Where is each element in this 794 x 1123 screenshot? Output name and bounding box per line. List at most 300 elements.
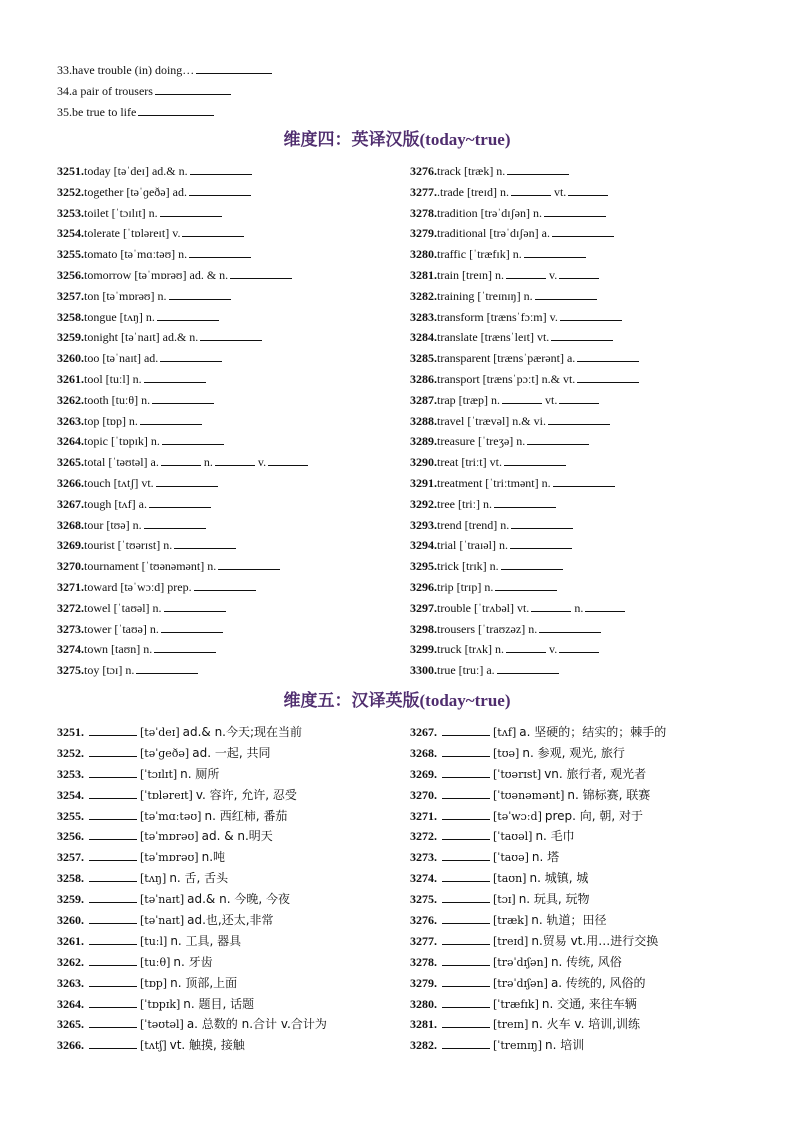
- phonetic: [təˈnaɪt]: [140, 914, 185, 928]
- answer-blank[interactable]: [230, 266, 292, 279]
- entry-text: toy [tɔɪ] n.: [84, 663, 135, 678]
- entry-number: 3273.: [410, 850, 437, 865]
- entry-number: 3266.: [57, 1038, 84, 1053]
- entry-text: tooth [tuːθ] n.: [84, 392, 151, 407]
- answer-blank[interactable]: [154, 640, 216, 653]
- answer-blank[interactable]: [164, 599, 226, 612]
- entry-text: treatment [ˈtriːtmənt] n.: [437, 475, 551, 490]
- answer-blank[interactable]: [552, 224, 614, 237]
- word-entry: [57, 660, 417, 681]
- word-entry: [57, 931, 417, 952]
- entry-number: 3268.: [410, 745, 437, 760]
- answer-blank[interactable]: [89, 744, 137, 757]
- answer-blank[interactable]: [524, 245, 586, 258]
- entry-number: 3265.: [57, 455, 84, 470]
- entry-number: 3251.: [57, 725, 84, 739]
- word-entry: [410, 473, 770, 494]
- answer-blank[interactable]: [442, 1015, 490, 1028]
- word-entry: [410, 223, 770, 244]
- answer-blank[interactable]: [149, 495, 211, 508]
- entry-number: 3278.: [410, 954, 437, 969]
- word-entry: [57, 910, 417, 931]
- phonetic: [ˈtʊərɪst]: [493, 767, 542, 781]
- answer-blank[interactable]: [511, 183, 551, 196]
- entry-number: 3263.: [57, 975, 84, 990]
- word-entry: [57, 431, 417, 452]
- answer-blank[interactable]: [510, 536, 572, 549]
- word-entry: [57, 286, 417, 307]
- entry-number: 3272.: [410, 829, 437, 844]
- entry-number: 3278.: [410, 205, 437, 220]
- definition: a. 坚硬的；结实的；棘手的: [519, 725, 667, 739]
- word-entry: [57, 722, 417, 743]
- phonetic: [tʌtʃ]: [140, 1039, 167, 1053]
- pos-label: vt.: [553, 184, 567, 199]
- word-entry: [57, 619, 417, 640]
- answer-blank[interactable]: [501, 557, 563, 570]
- entry-number: 3257.: [57, 288, 84, 303]
- section4-left-column: [57, 161, 417, 681]
- pos-label: v.: [548, 642, 558, 657]
- answer-blank[interactable]: [138, 103, 214, 116]
- entry-number: 3256.: [57, 267, 84, 282]
- word-entry: [57, 494, 417, 515]
- entry-number: 3274.: [57, 642, 84, 657]
- word-entry: [57, 473, 417, 494]
- entry-number: 3258.: [57, 871, 84, 886]
- answer-blank[interactable]: [89, 932, 137, 945]
- word-entry: [410, 535, 770, 556]
- entry-number: 3271.: [410, 808, 437, 823]
- answer-blank[interactable]: [174, 536, 236, 549]
- answer-blank[interactable]: [144, 370, 206, 383]
- entry-text: ton [təˈmɒrəʊ] n.: [84, 288, 167, 303]
- word-entry: [57, 889, 417, 910]
- answer-blank[interactable]: [136, 661, 198, 674]
- section5-right-column: [410, 722, 770, 1056]
- answer-blank[interactable]: [506, 640, 546, 653]
- definition: n. 顶部,上面: [170, 975, 238, 990]
- entry-number: 3282.: [410, 1038, 437, 1053]
- answer-blank[interactable]: [89, 953, 137, 966]
- answer-blank[interactable]: [89, 848, 137, 861]
- pos-label: n.: [203, 455, 213, 470]
- entry-text: truck [trʌk] n.: [437, 642, 504, 657]
- word-entry: [410, 327, 770, 348]
- entry-number: 3294.: [410, 538, 437, 553]
- word-entry: [57, 764, 417, 785]
- word-entry: [57, 952, 417, 973]
- entry-number: 3270.: [410, 787, 437, 802]
- word-entry: [410, 1035, 770, 1056]
- entry-text: town [taʊn] n.: [84, 642, 153, 657]
- answer-blank[interactable]: [218, 557, 280, 570]
- entry-number: 3259.: [57, 330, 84, 345]
- word-entry: [57, 535, 417, 556]
- entry-number: 3267.: [57, 496, 84, 511]
- answer-blank[interactable]: [527, 432, 589, 445]
- phonetic: [təˈmɑːtəʊ]: [140, 809, 202, 823]
- definition: n. 锦标赛, 联赛: [567, 787, 651, 802]
- word-entry: [410, 764, 770, 785]
- answer-blank[interactable]: [568, 183, 608, 196]
- phonetic: [ˈtræfɪk]: [493, 997, 539, 1011]
- word-entry: [410, 452, 770, 473]
- phrase-list: [57, 60, 272, 123]
- entry-number: 3299.: [410, 642, 437, 657]
- entry-number: 3298.: [410, 621, 437, 636]
- answer-blank[interactable]: [531, 599, 571, 612]
- entry-text: too [təˈnaɪt] ad.: [84, 351, 159, 366]
- entry-number: 3293.: [410, 517, 437, 532]
- phonetic: [ˈtʊənəmənt]: [493, 788, 565, 802]
- answer-blank[interactable]: [89, 890, 137, 903]
- phonetic: [ˈtəʊtəl]: [140, 1018, 184, 1032]
- pos-label: v.: [257, 455, 267, 470]
- answer-blank[interactable]: [442, 1036, 490, 1049]
- answer-blank[interactable]: [535, 287, 597, 300]
- word-entry: [57, 1035, 417, 1056]
- word-entry: [410, 244, 770, 265]
- phonetic: [təˈwɔːd]: [493, 809, 542, 823]
- answer-blank[interactable]: [442, 848, 490, 861]
- entry-number: 3283.: [410, 309, 437, 324]
- entry-text: tolerate [ˈtɒləreɪt] v.: [84, 226, 181, 241]
- answer-blank[interactable]: [200, 328, 262, 341]
- phonetic: [tuːθ]: [140, 955, 171, 969]
- entry-text: today [təˈdeɪ] ad.& n.: [84, 164, 188, 178]
- phonetic: [treɪn]: [493, 1018, 529, 1032]
- phonetic: [ˈtaʊə]: [493, 851, 529, 865]
- answer-blank[interactable]: [89, 974, 137, 987]
- definition: n. 城镇, 城: [529, 871, 589, 886]
- definition: n. 火车 v. 培训,训练: [531, 1017, 641, 1032]
- pos-label: vt.: [544, 392, 558, 407]
- word-entry: [410, 619, 770, 640]
- answer-blank[interactable]: [157, 308, 219, 321]
- phonetic: [tɔɪ]: [493, 893, 516, 907]
- entry-number: 3270.: [57, 559, 84, 574]
- answer-blank[interactable]: [559, 391, 599, 404]
- word-entry: [57, 826, 417, 847]
- word-entry: [410, 265, 770, 286]
- answer-blank[interactable]: [89, 723, 137, 736]
- word-entry: [410, 910, 770, 931]
- answer-blank[interactable]: [559, 266, 599, 279]
- answer-blank[interactable]: [182, 224, 244, 237]
- answer-blank[interactable]: [442, 827, 490, 840]
- word-entry: [57, 182, 417, 203]
- entry-number: 3296.: [410, 579, 437, 594]
- answer-blank[interactable]: [442, 890, 490, 903]
- entry-text: translate [trænsˈleɪt] vt.: [437, 330, 550, 345]
- answer-blank[interactable]: [161, 453, 201, 466]
- phonetic: [treɪd]: [493, 934, 529, 948]
- word-entry: [410, 660, 770, 681]
- answer-blank[interactable]: [144, 516, 206, 529]
- answer-blank[interactable]: [511, 516, 573, 529]
- answer-blank[interactable]: [89, 1015, 137, 1028]
- entry-text: .trade [treɪd] n.: [437, 184, 509, 199]
- word-entry: [57, 223, 417, 244]
- answer-blank[interactable]: [190, 162, 252, 175]
- answer-blank[interactable]: [442, 995, 490, 1008]
- word-entry: [57, 161, 417, 182]
- answer-blank[interactable]: [502, 391, 542, 404]
- entry-text: transport [trænsˈpɔːt] n.& vt.: [437, 371, 576, 386]
- word-entry: [410, 994, 770, 1015]
- entry-number: 3262.: [57, 392, 84, 407]
- word-entry: [410, 889, 770, 910]
- entry-number: 3268.: [57, 517, 84, 532]
- phonetic: [trəˈdɪʃən]: [493, 976, 548, 990]
- answer-blank[interactable]: [161, 620, 223, 633]
- entry-text: tournament [ˈtʊənəmənt] n.: [84, 559, 217, 574]
- entry-text: treat [triːt] vt.: [437, 455, 502, 470]
- answer-blank[interactable]: [169, 287, 231, 300]
- entry-number: 3281.: [410, 267, 437, 282]
- entry-number: 3291.: [410, 475, 437, 490]
- entry-number: 3286.: [410, 371, 437, 386]
- word-entry: [57, 390, 417, 411]
- answer-blank[interactable]: [504, 453, 566, 466]
- answer-blank[interactable]: [442, 807, 490, 820]
- definition: a. 总数的 n.合计 v.合计为: [186, 1017, 327, 1032]
- entry-number: 3290.: [410, 455, 437, 470]
- answer-blank[interactable]: [162, 432, 224, 445]
- definition: n. 参观, 观光, 旅行: [522, 745, 625, 760]
- entry-number: 3284.: [410, 330, 437, 345]
- entry-text: tongue [tʌŋ] n.: [84, 309, 155, 324]
- definition: ad. & n.明天: [201, 829, 273, 844]
- entry-number: 3260.: [57, 351, 84, 366]
- entry-text: transparent [trænsˈpærənt] a.: [437, 351, 576, 366]
- answer-blank[interactable]: [155, 82, 231, 95]
- word-entry: [57, 868, 417, 889]
- phonetic: [tuːl]: [140, 934, 168, 948]
- section5-heading: 维度五：汉译英版(today~true): [283, 691, 511, 711]
- answer-blank[interactable]: [442, 974, 490, 987]
- answer-blank[interactable]: [559, 640, 599, 653]
- answer-blank[interactable]: [494, 495, 556, 508]
- definition: n. 轨道；田径: [531, 913, 607, 928]
- answer-blank[interactable]: [189, 245, 251, 258]
- entry-text: true [truː] a.: [437, 663, 495, 678]
- entry-text: tough [tʌf] a.: [84, 496, 147, 511]
- answer-blank[interactable]: [268, 453, 308, 466]
- answer-blank[interactable]: [442, 911, 490, 924]
- pos-label: v.: [548, 267, 558, 282]
- answer-blank[interactable]: [442, 765, 490, 778]
- answer-blank[interactable]: [89, 807, 137, 820]
- entry-number: 3253.: [57, 205, 84, 220]
- answer-blank[interactable]: [506, 266, 546, 279]
- entry-number: 3269.: [410, 766, 437, 781]
- entry-number: 3258.: [57, 309, 84, 324]
- answer-blank[interactable]: [551, 328, 613, 341]
- answer-blank[interactable]: [442, 953, 490, 966]
- answer-blank[interactable]: [577, 349, 639, 362]
- word-entry: [410, 577, 770, 598]
- entry-number: 3265.: [57, 1017, 84, 1032]
- entry-text: top [tɒp] n.: [84, 413, 138, 428]
- word-entry: [57, 265, 417, 286]
- word-entry: [410, 494, 770, 515]
- word-entry: [57, 743, 417, 764]
- word-entry: [57, 577, 417, 598]
- word-entry: [410, 952, 770, 973]
- entry-number: 3261.: [57, 933, 84, 948]
- word-entry: [410, 598, 770, 619]
- entry-text: tomorrow [təˈmɒrəʊ] ad. & n.: [84, 267, 229, 282]
- entry-number: 3279.: [410, 226, 437, 241]
- entry-number: 3254.: [57, 226, 84, 241]
- answer-blank[interactable]: [89, 911, 137, 924]
- answer-blank[interactable]: [560, 308, 622, 321]
- entry-number: 3288.: [410, 413, 437, 428]
- answer-blank[interactable]: [156, 474, 218, 487]
- word-entry: [57, 847, 417, 868]
- answer-blank[interactable]: [577, 370, 639, 383]
- entry-text: trouble [ˈtrʌbəl] vt.: [437, 600, 530, 615]
- definition: n. 牙齿: [173, 954, 213, 969]
- answer-blank[interactable]: [442, 932, 490, 945]
- phonetic: [ˈtreɪnɪŋ]: [493, 1039, 543, 1053]
- answer-blank[interactable]: [544, 204, 606, 217]
- answer-blank[interactable]: [89, 786, 137, 799]
- word-entry: [57, 515, 417, 536]
- word-entry: [57, 973, 417, 994]
- word-entry: [57, 639, 417, 660]
- definition: n. 西红柿, 番茄: [204, 808, 288, 823]
- entry-number: 3269.: [57, 538, 84, 553]
- entry-number: 3292.: [410, 496, 437, 511]
- word-entry: [410, 556, 770, 577]
- entry-number: 3279.: [410, 975, 437, 990]
- word-entry: [410, 286, 770, 307]
- answer-blank[interactable]: [160, 349, 222, 362]
- section4-right-column: [410, 161, 770, 681]
- answer-blank[interactable]: [152, 391, 214, 404]
- word-entry: [57, 327, 417, 348]
- answer-blank[interactable]: [215, 453, 255, 466]
- phonetic: [ˈtɔɪlɪt]: [140, 767, 178, 781]
- word-entry: [410, 973, 770, 994]
- answer-blank[interactable]: [89, 995, 137, 1008]
- entry-number: 3285.: [410, 351, 437, 366]
- entry-number: 3262.: [57, 954, 84, 969]
- entry-text: tradition [trəˈdɪʃən] n.: [437, 205, 542, 220]
- answer-blank[interactable]: [442, 869, 490, 882]
- answer-blank[interactable]: [585, 599, 625, 612]
- answer-blank[interactable]: [89, 869, 137, 882]
- definition: n.贸易 vt.用…进行交换: [531, 933, 659, 948]
- answer-blank[interactable]: [194, 578, 256, 591]
- word-entry: [410, 639, 770, 660]
- definition: n. 培训: [545, 1038, 585, 1053]
- entry-number: 3252.: [57, 745, 84, 760]
- entry-number: 3252.: [57, 184, 84, 199]
- word-entry: [410, 743, 770, 764]
- entry-number: 3281.: [410, 1017, 437, 1032]
- entry-number: 3287.: [410, 392, 437, 407]
- entry-text: total [ˈtəʊtəl] a.: [84, 455, 159, 470]
- word-entry: [57, 452, 417, 473]
- entry-text: tour [tʊə] n.: [84, 517, 142, 532]
- phonetic: [træk]: [493, 914, 529, 928]
- definition: vt. 触摸, 接触: [169, 1038, 245, 1053]
- answer-blank[interactable]: [140, 412, 202, 425]
- entry-text: trousers [ˈtraʊzəz] n.: [437, 621, 538, 636]
- entry-number: 3280.: [410, 996, 437, 1011]
- answer-blank[interactable]: [548, 412, 610, 425]
- definition: ad. 一起, 共同: [192, 745, 271, 760]
- entry-text: travel [ˈtrævəl] n.& vi.: [437, 413, 546, 428]
- answer-blank[interactable]: [497, 661, 559, 674]
- answer-blank[interactable]: [539, 620, 601, 633]
- phonetic: [tɒp]: [140, 976, 168, 990]
- entry-text: track [træk] n.: [437, 164, 506, 178]
- entry-number: 3276.: [410, 913, 437, 928]
- word-entry: [57, 411, 417, 432]
- entry-text: traditional [trəˈdɪʃən] a.: [437, 226, 550, 241]
- word-entry: [57, 598, 417, 619]
- entry-number: 3300.: [410, 663, 437, 678]
- entry-text: training [ˈtreɪnɪŋ] n.: [437, 288, 533, 303]
- answer-blank[interactable]: [89, 827, 137, 840]
- answer-blank[interactable]: [553, 474, 615, 487]
- definition: vn. 旅行者, 观光者: [544, 766, 647, 781]
- entry-number: 3251.: [57, 164, 84, 178]
- phonetic: [trəˈdɪʃən]: [493, 955, 548, 969]
- word-entry: [410, 203, 770, 224]
- definition: a. 传统的, 风俗的: [550, 975, 646, 990]
- answer-blank[interactable]: [196, 61, 272, 74]
- definition: ad.也,还太,非常: [187, 913, 274, 928]
- entry-text: trend [trend] n.: [437, 517, 510, 532]
- section4-heading: 维度四：英译汉版(today~true): [283, 130, 511, 150]
- phonetic: [ˈtɒləreɪt]: [140, 788, 193, 802]
- phrase-item: 35.be true to life: [57, 102, 272, 123]
- entry-number: 3255.: [57, 247, 84, 262]
- answer-blank[interactable]: [89, 1036, 137, 1049]
- answer-blank[interactable]: [442, 744, 490, 757]
- answer-blank[interactable]: [442, 786, 490, 799]
- word-entry: [57, 1014, 417, 1035]
- answer-blank[interactable]: [442, 723, 490, 736]
- answer-blank[interactable]: [495, 578, 557, 591]
- entry-text: together [təˈɡeðə] ad.: [84, 184, 187, 199]
- word-entry: [57, 369, 417, 390]
- answer-blank[interactable]: [160, 204, 222, 217]
- entry-number: 3275.: [410, 892, 437, 907]
- answer-blank[interactable]: [189, 183, 251, 196]
- phrase-item: 34.a pair of trousers: [57, 81, 272, 102]
- answer-blank[interactable]: [507, 162, 569, 175]
- word-entry: [410, 722, 770, 743]
- definition: n. 厕所: [180, 766, 220, 781]
- word-entry: [57, 994, 417, 1015]
- answer-blank[interactable]: [89, 765, 137, 778]
- word-entry: [410, 515, 770, 536]
- phonetic: [tʌf]: [493, 726, 517, 739]
- word-entry: [410, 411, 770, 432]
- phonetic: [təˈmɒrəʊ]: [140, 851, 199, 865]
- definition: n. 塔: [531, 850, 560, 865]
- word-entry: [410, 390, 770, 411]
- word-entry: [410, 931, 770, 952]
- entry-number: 3276.: [410, 164, 437, 178]
